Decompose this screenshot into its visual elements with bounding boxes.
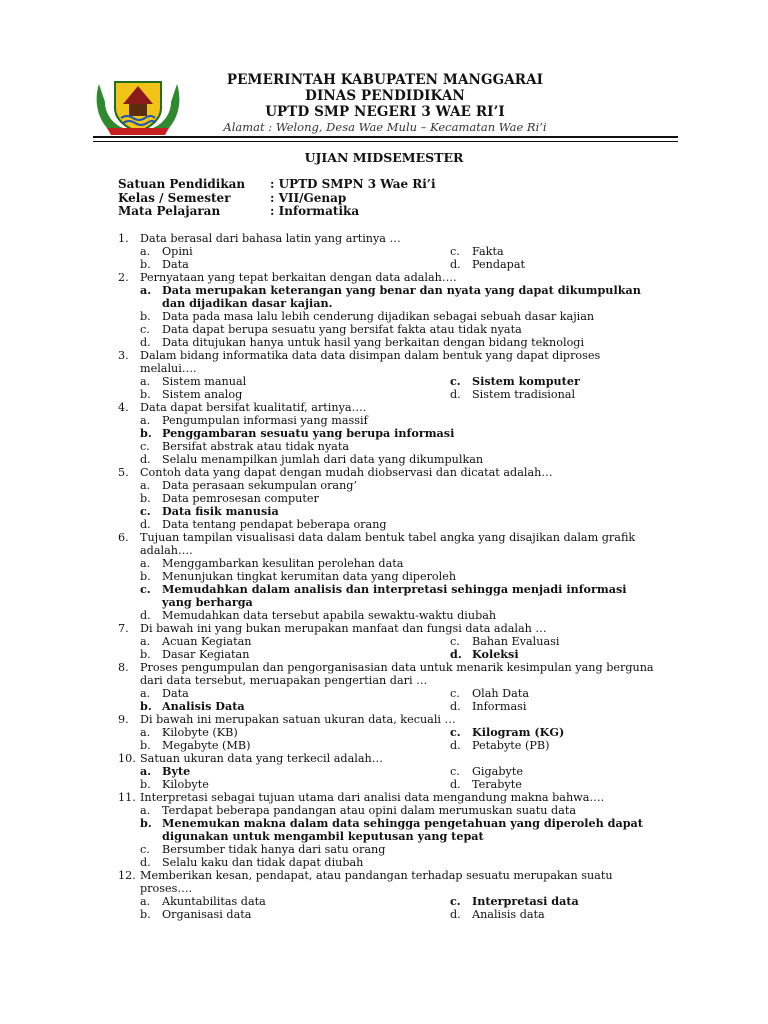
department-name: DINAS PENDIDIKAN bbox=[305, 88, 465, 104]
option-letter: b. bbox=[140, 258, 151, 271]
question-number: 8. bbox=[118, 661, 129, 674]
answer-option bbox=[140, 739, 450, 752]
option-text: Kilogram (KG) bbox=[472, 725, 565, 739]
option-letter: b. bbox=[140, 648, 151, 661]
question-line bbox=[118, 466, 658, 479]
answer-option bbox=[140, 583, 658, 609]
option-letter: c. bbox=[140, 843, 150, 856]
answer-options bbox=[140, 687, 658, 713]
option-letter: a. bbox=[140, 414, 151, 427]
option-letter: c. bbox=[450, 374, 461, 388]
question-line bbox=[118, 869, 658, 895]
option-letter: c. bbox=[450, 245, 460, 258]
info-value: : Informatika bbox=[270, 204, 360, 218]
question-text: Satuan ukuran data yang terkecil adalah… bbox=[140, 752, 383, 765]
option-text: Sistem manual bbox=[162, 375, 247, 388]
option-text: Bersumber tidak hanya dari satu orang bbox=[162, 843, 386, 856]
option-letter: c. bbox=[450, 687, 460, 700]
info-label: Mata Pelajaran bbox=[118, 204, 221, 218]
answer-option bbox=[140, 557, 658, 570]
question-text: Proses pengumpulan dan pengorganisasian data untuk menarik kesimpulan yang berguna dari data tersebut, meruapakan pengertian dari … bbox=[140, 661, 654, 687]
option-text: Menemukan makna dalam data sehingga pengetahuan yang diperoleh dapat digunakan untuk mengambil keputusan yang tepat bbox=[162, 816, 643, 843]
option-letter: b. bbox=[140, 699, 152, 713]
option-text: Data merupakan keterangan yang benar dan nyata yang dapat dikumpulkan dan dijadikan dasar kajian. bbox=[162, 283, 641, 310]
option-text: Informasi bbox=[472, 700, 527, 713]
question-text: Pernyataan yang tepat berkaitan dengan data adalah…. bbox=[140, 271, 457, 284]
option-text: Terabyte bbox=[472, 778, 522, 791]
option-text: Bersifat abstrak atau tidak nyata bbox=[162, 440, 349, 453]
question-item bbox=[118, 401, 658, 466]
info-row-school bbox=[118, 178, 436, 192]
question-number: 10. bbox=[118, 752, 136, 765]
answer-option bbox=[450, 687, 680, 700]
option-text: Memudahkan dalam analisis dan interpretasi sehingga menjadi informasi yang berharga bbox=[162, 582, 627, 609]
option-text: Sistem komputer bbox=[472, 374, 580, 388]
question-item bbox=[118, 869, 658, 921]
option-letter: c. bbox=[450, 725, 461, 739]
option-letter: a. bbox=[140, 895, 151, 908]
question-line bbox=[118, 232, 658, 245]
option-text: Interpretasi data bbox=[472, 894, 579, 908]
option-letter: a. bbox=[140, 764, 152, 778]
option-text: Data fisik manusia bbox=[162, 504, 279, 518]
answer-option bbox=[450, 908, 680, 921]
answer-options bbox=[140, 479, 658, 531]
answer-option bbox=[140, 375, 450, 388]
question-item bbox=[118, 713, 658, 752]
option-letter: b. bbox=[140, 816, 152, 830]
option-text: Kilobyte bbox=[162, 778, 209, 791]
info-label: Kelas / Semester bbox=[118, 190, 231, 205]
answer-option bbox=[140, 609, 658, 622]
option-letter: a. bbox=[140, 804, 151, 817]
answer-options bbox=[140, 375, 658, 401]
answer-options bbox=[140, 284, 658, 349]
question-item bbox=[118, 752, 658, 791]
question-number: 7. bbox=[118, 622, 129, 635]
option-letter: d. bbox=[450, 388, 461, 401]
option-letter: b. bbox=[140, 778, 151, 791]
answer-option bbox=[140, 843, 658, 856]
option-text: Pendapat bbox=[472, 258, 526, 271]
answer-option bbox=[140, 895, 450, 908]
question-number: 12. bbox=[118, 869, 136, 882]
option-text: Bahan Evaluasi bbox=[472, 635, 560, 648]
question-line bbox=[118, 622, 658, 635]
question-item bbox=[118, 661, 658, 713]
option-text: Analisis data bbox=[472, 908, 545, 921]
answer-option bbox=[450, 648, 680, 661]
option-letter: a. bbox=[140, 245, 151, 258]
option-letter: c. bbox=[450, 894, 461, 908]
option-text: Olah Data bbox=[472, 687, 529, 700]
question-list bbox=[118, 232, 658, 921]
answer-options bbox=[140, 414, 658, 466]
option-text: Data pada masa lalu lebih cenderung dijadikan sebagai sebuah dasar kajian bbox=[162, 310, 595, 323]
answer-option bbox=[140, 648, 450, 661]
option-letter: a. bbox=[140, 635, 151, 648]
question-item bbox=[118, 791, 658, 869]
answer-option bbox=[140, 765, 450, 778]
answer-option bbox=[450, 375, 680, 388]
option-letter: a. bbox=[140, 479, 151, 492]
question-number: 9. bbox=[118, 713, 129, 726]
answer-options bbox=[140, 726, 658, 752]
option-letter: d. bbox=[140, 609, 151, 622]
option-letter: b. bbox=[140, 388, 151, 401]
option-letter: b. bbox=[140, 908, 151, 921]
answer-option bbox=[140, 258, 450, 271]
option-letter: d. bbox=[450, 778, 461, 791]
answer-option bbox=[140, 856, 658, 869]
answer-option bbox=[140, 427, 658, 440]
answer-options bbox=[140, 895, 658, 921]
answer-options bbox=[140, 635, 658, 661]
question-item bbox=[118, 349, 658, 401]
option-letter: a. bbox=[140, 375, 151, 388]
option-letter: d. bbox=[140, 453, 151, 466]
question-item bbox=[118, 622, 658, 661]
answer-option bbox=[450, 739, 680, 752]
answer-option bbox=[450, 895, 680, 908]
answer-option bbox=[140, 700, 450, 713]
question-number: 3. bbox=[118, 349, 129, 362]
question-text: Memberikan kesan, pendapat, atau pandangan terhadap sesuatu merupakan suatu proses…. bbox=[140, 869, 613, 895]
option-letter: a. bbox=[140, 687, 151, 700]
question-number: 6. bbox=[118, 531, 129, 544]
answer-option bbox=[140, 284, 658, 310]
exam-info bbox=[118, 178, 436, 219]
letterhead-thin-rule bbox=[93, 141, 678, 142]
letterhead bbox=[190, 72, 580, 135]
option-text: Sistem tradisional bbox=[472, 388, 576, 401]
question-number: 2. bbox=[118, 271, 129, 284]
option-text: Dasar Kegiatan bbox=[162, 648, 250, 661]
option-letter: c. bbox=[140, 440, 150, 453]
option-letter: c. bbox=[450, 635, 460, 648]
question-text: Di bawah ini yang bukan merupakan manfaat dan fungsi data adalah … bbox=[140, 622, 547, 635]
option-text: Fakta bbox=[472, 245, 504, 258]
option-text: Organisasi data bbox=[162, 908, 252, 921]
question-line bbox=[118, 713, 658, 726]
info-label: Satuan Pendidikan bbox=[118, 177, 246, 191]
answer-option bbox=[140, 817, 658, 843]
question-item bbox=[118, 466, 658, 531]
option-text: Byte bbox=[162, 764, 191, 778]
answer-options bbox=[140, 765, 658, 791]
school-name: UPTD SMP NEGERI 3 WAE RI’I bbox=[265, 104, 505, 120]
info-value: : UPTD SMPN 3 Wae Ri’i bbox=[270, 177, 436, 191]
option-text: Data ditujukan hanya untuk hasil yang berkaitan dengan bidang teknologi bbox=[162, 336, 585, 349]
option-letter: a. bbox=[140, 557, 151, 570]
option-text: Megabyte (MB) bbox=[162, 739, 251, 752]
question-text: Contoh data yang dapat dengan mudah diobservasi dan dicatat adalah… bbox=[140, 466, 553, 479]
question-line bbox=[118, 661, 658, 687]
letterhead-thick-rule bbox=[93, 136, 678, 138]
question-line bbox=[118, 752, 658, 765]
question-text: Dalam bidang informatika data data disimpan dalam bentuk yang dapat diproses melalui…. bbox=[140, 349, 601, 375]
question-text: Data berasal dari bahasa latin yang artinya … bbox=[140, 232, 401, 245]
answer-option bbox=[140, 453, 658, 466]
option-letter: c. bbox=[140, 582, 151, 596]
answer-option bbox=[450, 245, 680, 258]
option-letter: c. bbox=[140, 504, 151, 518]
option-text: Acuan Kegiatan bbox=[162, 635, 252, 648]
answer-option bbox=[140, 635, 450, 648]
answer-option bbox=[140, 778, 450, 791]
option-letter: d. bbox=[450, 258, 461, 271]
option-text: Pengumpulan informasi yang massif bbox=[162, 414, 368, 427]
info-value: : VII/Genap bbox=[270, 190, 347, 205]
exam-title: UJIAN MIDSEMESTER bbox=[304, 150, 464, 165]
option-text: Memudahkan data tersebut apabila sewaktu-waktu diubah bbox=[162, 609, 497, 622]
option-letter: c. bbox=[140, 323, 150, 336]
option-letter: a. bbox=[140, 283, 152, 297]
answer-option bbox=[140, 518, 658, 531]
answer-option bbox=[140, 323, 658, 336]
question-line bbox=[118, 349, 658, 375]
answer-options bbox=[140, 804, 658, 869]
answer-option bbox=[140, 505, 658, 518]
option-letter: d. bbox=[450, 647, 462, 661]
question-number: 4. bbox=[118, 401, 129, 414]
answer-option bbox=[140, 310, 658, 323]
option-text: Menunjukan tingkat kerumitan data yang diperoleh bbox=[162, 570, 457, 583]
option-text: Data dapat berupa sesuatu yang bersifat fakta atau tidak nyata bbox=[162, 323, 522, 336]
option-text: Data tentang pendapat beberapa orang bbox=[162, 518, 387, 531]
answer-options bbox=[140, 557, 658, 622]
answer-option bbox=[140, 245, 450, 258]
question-item bbox=[118, 531, 658, 622]
question-number: 11. bbox=[118, 791, 136, 804]
option-text: Selalu kaku dan tidak dapat diubah bbox=[162, 856, 364, 869]
info-row-class bbox=[118, 192, 436, 206]
option-text: Menggambarkan kesulitan perolehan data bbox=[162, 557, 404, 570]
option-letter: a. bbox=[140, 726, 151, 739]
question-number: 5. bbox=[118, 466, 129, 479]
question-line bbox=[118, 401, 658, 414]
option-text: Koleksi bbox=[472, 647, 519, 661]
question-text: Interpretasi sebagai tujuan utama dari analisi data mengandung makna bahwa…. bbox=[140, 791, 605, 804]
option-letter: b. bbox=[140, 426, 152, 440]
question-number: 1. bbox=[118, 232, 129, 245]
question-item bbox=[118, 232, 658, 271]
option-text: Opini bbox=[162, 245, 193, 258]
answer-option bbox=[140, 388, 450, 401]
option-letter: d. bbox=[450, 908, 461, 921]
question-line bbox=[118, 791, 658, 804]
option-text: Kilobyte (KB) bbox=[162, 726, 238, 739]
info-row-subject bbox=[118, 205, 436, 219]
answer-option bbox=[450, 258, 680, 271]
answer-option bbox=[450, 388, 680, 401]
option-letter: d. bbox=[140, 336, 151, 349]
option-text: Sistem analog bbox=[162, 388, 243, 401]
option-text: Selalu menampilkan jumlah dari data yang dikumpulkan bbox=[162, 453, 484, 466]
answer-option bbox=[140, 726, 450, 739]
answer-option bbox=[140, 908, 450, 921]
option-letter: c. bbox=[450, 765, 460, 778]
option-text: Gigabyte bbox=[472, 765, 523, 778]
option-text: Penggambaran sesuatu yang berupa informasi bbox=[162, 426, 455, 440]
option-letter: d. bbox=[140, 518, 151, 531]
answer-option bbox=[450, 726, 680, 739]
school-address: Alamat : Welong, Desa Wae Mulu – Kecamatan Wae Ri’i bbox=[223, 120, 547, 134]
option-text: Analisis Data bbox=[162, 699, 245, 713]
answer-option bbox=[450, 778, 680, 791]
option-text: Terdapat beberapa pandangan atau opini dalam merumuskan suatu data bbox=[162, 804, 576, 817]
district-emblem-logo bbox=[93, 74, 183, 136]
option-text: Data bbox=[162, 687, 189, 700]
option-text: Petabyte (PB) bbox=[472, 739, 550, 752]
option-letter: d. bbox=[450, 700, 461, 713]
option-letter: b. bbox=[140, 310, 151, 323]
option-text: Akuntabilitas data bbox=[162, 895, 266, 908]
option-letter: b. bbox=[140, 492, 151, 505]
option-letter: d. bbox=[140, 856, 151, 869]
option-text: Data bbox=[162, 258, 189, 271]
option-letter: b. bbox=[140, 570, 151, 583]
answer-option bbox=[450, 765, 680, 778]
option-letter: b. bbox=[140, 739, 151, 752]
question-text: Data dapat bersifat kualitatif, artinya…. bbox=[140, 401, 367, 414]
answer-option bbox=[140, 440, 658, 453]
question-text: Di bawah ini merupakan satuan ukuran data, kecuali … bbox=[140, 713, 456, 726]
answer-option bbox=[450, 700, 680, 713]
option-text: Data perasaan sekumpulan orang’ bbox=[162, 479, 358, 492]
question-item bbox=[118, 271, 658, 349]
answer-options bbox=[140, 245, 658, 271]
government-name: PEMERINTAH KABUPATEN MANGGARAI bbox=[226, 72, 544, 88]
question-text: Tujuan tampilan visualisasi data dalam bentuk tabel angka yang disajikan dalam grafik adalah…. bbox=[140, 531, 636, 557]
question-line bbox=[118, 531, 658, 557]
answer-option bbox=[140, 336, 658, 349]
option-letter: d. bbox=[450, 739, 461, 752]
option-text: Data pemrosesan computer bbox=[162, 492, 319, 505]
answer-option bbox=[140, 479, 658, 492]
